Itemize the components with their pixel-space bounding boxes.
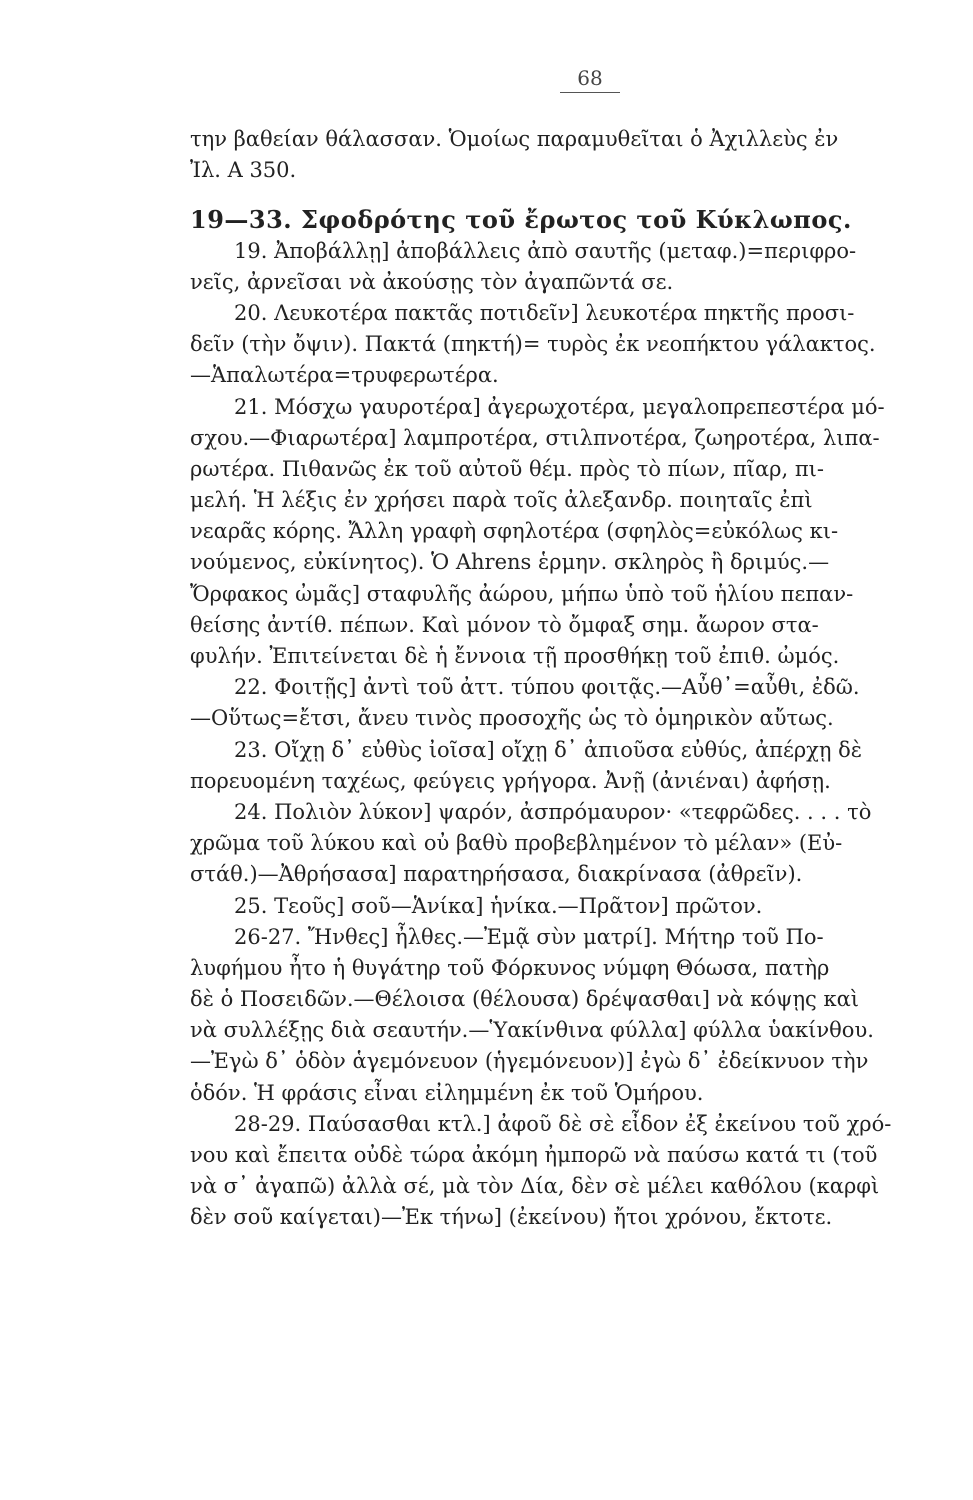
text-line: δεῖν (τὴν ὄψιν). Πακτά (πηκτή)= τυρὸς ἐκ νεοπήκτου γάλακτος. bbox=[190, 332, 876, 357]
text-line: την βαθείαν θάλασσαν. Ὁμοίως παραμυθεῖται ὁ Ἀχιλλεὺς ἐν bbox=[190, 127, 839, 151]
text-line: 23. Οἴχῃ δ᾽ εὐθὺς ἰοῖσα] οἴχῃ δ᾽ ἀπιοῦσα εὐθύς, ἀπέρχῃ δὲ bbox=[234, 737, 863, 762]
page-number: 68 bbox=[560, 66, 620, 93]
text-line: Ὄρφακος ὠμᾶς] σταφυλῆς ἀώρου, μήπω ὑπὸ τοῦ ἡλίου πεπαν- bbox=[190, 581, 854, 606]
text-line: νούμενος, εὐκίνητος). Ὁ Ahrens ἑρμην. σκληρὸς ἢ δριμύς.— bbox=[190, 550, 830, 575]
text-line: λυφήμου ἦτο ἡ θυγάτηρ τοῦ Φόρκυνος νύμφη Θόωσα, πατὴρ bbox=[190, 955, 830, 980]
text-line: Ἰλ. Α 350. bbox=[190, 158, 297, 183]
text-line: μελή. Ἡ λέξις ἐν χρήσει παρὰ τοῖς ἀλεξανδρ. ποιηταῖς ἐπὶ bbox=[190, 488, 813, 513]
text-line: 28-29. Παύσασθαι κτλ.] ἀφοῦ δὲ σὲ εἶδον ἐξ ἐκείνου τοῦ χρό- bbox=[234, 1111, 892, 1136]
text-line: δὲν σοῦ καίγεται)—Ἐκ τήνω] (ἐκείνου) ἤτοι χρόνου, ἔκτοτε. bbox=[190, 1205, 833, 1230]
text-line: δὲ ὁ Ποσειδῶν.—Θέλοισα (θέλουσα) δρέψασθαι] νὰ κόψῃς καὶ bbox=[190, 987, 860, 1012]
text-line: 25. Τεοῦς] σοῦ—Ἁνίκα] ἡνίκα.—Πρᾶτον] πρῶτον. bbox=[234, 893, 763, 918]
text-line: φυλήν. Ἐπιτείνεται δὲ ἡ ἔννοια τῇ προσθήκῃ τοῦ ἐπιθ. ὠμός. bbox=[190, 644, 840, 668]
text-line: νεῖς, ἀρνεῖσαι νὰ ἀκούσῃς τὸν ἀγαπῶντά σε. bbox=[190, 269, 674, 294]
text-line: νεαρᾶς κόρης. Ἄλλη γραφὴ σφηλοτέρα (σφηλὸς=εὐκόλως κι- bbox=[190, 519, 839, 544]
text-line: ρωτέρα. Πιθανῶς ἐκ τοῦ αὐτοῦ θέμ. πρὸς τὸ πίων, πῖαρ, πι- bbox=[190, 456, 824, 481]
text-line: 26-27. Ἤνθες] ἦλθες.—Ἐμᾷ σὺν ματρί]. Μήτηρ τοῦ Πο- bbox=[234, 924, 824, 949]
text-line: —Ἐγὼ δ᾽ ὁδὸν ἁγεμόνευον (ἡγεμόνευον)] ἐγὼ δ᾽ ἐδείκνυον τὴν bbox=[190, 1049, 869, 1074]
text-line: ὁδόν. Ἡ φράσις εἶναι εἰλημμένη ἐκ τοῦ Ὁμήρου. bbox=[190, 1080, 704, 1105]
text-line: 22. Φοιτῇς] ἀντὶ τοῦ ἀττ. τύπου φοιτᾷς.—Αὖθ᾽=αὖθι, ἐδῶ. bbox=[234, 675, 860, 700]
text-line: —Ἁπαλωτέρα=τρυφερωτέρα. bbox=[190, 363, 499, 388]
text-line: θείσης ἀντίθ. πέπων. Καὶ μόνον τὸ ὄμφαξ σημ. ἄωρον στα- bbox=[190, 612, 819, 637]
text-line: στάθ.)—Ἀθρήσασα] παρατηρήσασα, διακρίνασα (ἀθρεῖν). bbox=[190, 862, 803, 887]
page-body bbox=[190, 124, 960, 1234]
text-line: νὰ συλλέξῃς διὰ σεαυτήν.—Ὑακίνθινα φύλλα] φύλλα ὑακίνθου. bbox=[190, 1018, 874, 1043]
text-line: 21. Μόσχω γαυροτέρα] ἀγερωχοτέρα, μεγαλοπρεπεστέρα μό- bbox=[234, 394, 885, 419]
text-line: σχου.—Φιαρωτέρα] λαμπροτέρα, στιλπνοτέρα, ζωηροτέρα, λιπα- bbox=[190, 425, 880, 450]
text-line: νου καὶ ἔπειτα οὐδὲ τώρα ἀκόμη ἠμπορῶ νὰ παύσω κατά τι (τοῦ bbox=[190, 1143, 878, 1167]
text-line: πορευομένη ταχέως, φεύγεις γρήγορα. Ἀνῇ (ἀνιέναι) ἀφήσῃ. bbox=[190, 768, 831, 793]
text-line: —Οὕτως=ἔτσι, ἄνευ τινὸς προσοχῆς ὡς τὸ ὁμηρικὸν αὔτως. bbox=[190, 706, 834, 731]
text-line: 20. Λευκοτέρα πακτᾶς ποτιδεῖν] λευκοτέρα πηκτῆς προσι- bbox=[234, 300, 855, 325]
text-line: χρῶμα τοῦ λύκου καὶ οὐ βαθὺ προβεβλημένον τὸ μέλαν» (Εὐ- bbox=[190, 831, 843, 856]
section-heading: 19—33. Σφοδρότης τοῦ ἔρωτος τοῦ Κύκλωπος. bbox=[190, 205, 852, 235]
text-line: νὰ σ᾽ ἀγαπῶ) ἀλλὰ σέ, μὰ τὸν Δία, δὲν σὲ μέλει καθόλου (καρφὶ bbox=[190, 1174, 880, 1199]
text-line: 24. Πολιὸν λύκον] ψαρόν, ἀσπρόμαυρον· «τεφρῶδες. . . . τὸ bbox=[234, 799, 872, 824]
text-line: 19. Ἀποβάλλῃ] ἀποβάλλεις ἀπὸ σαυτῆς (μεταφ.)=περιφρο- bbox=[234, 238, 857, 263]
